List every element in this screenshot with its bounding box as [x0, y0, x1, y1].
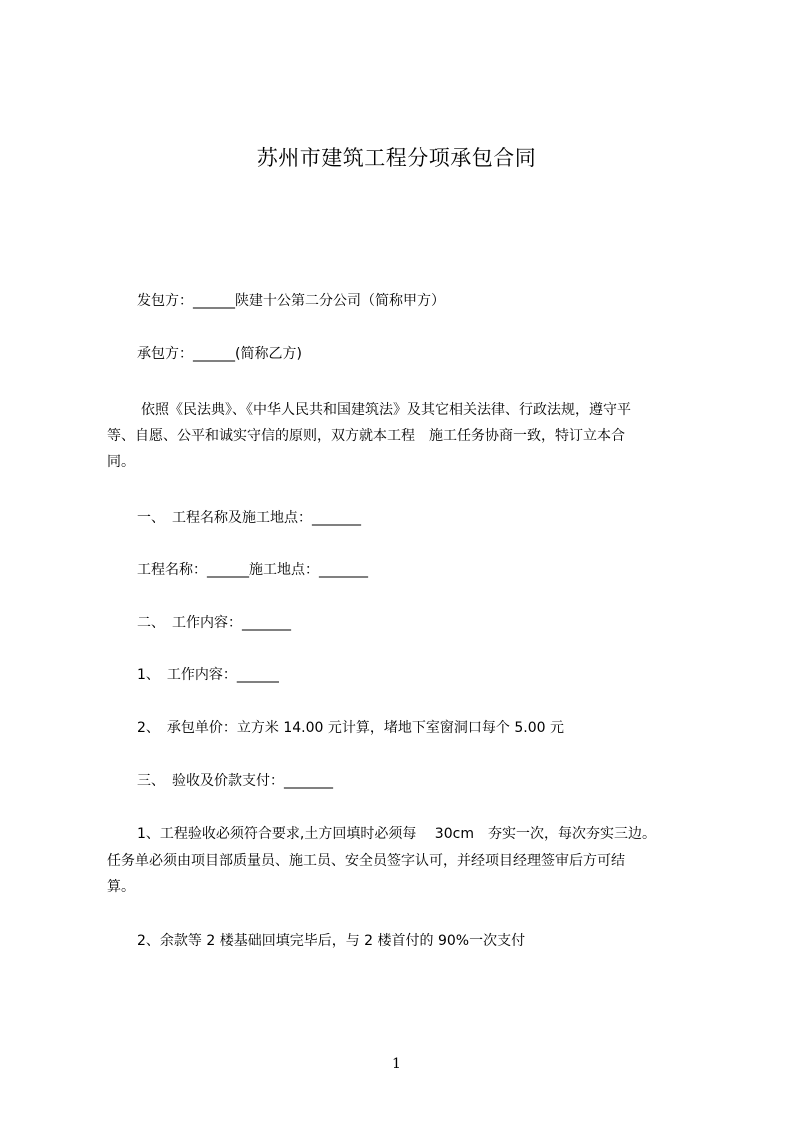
employer-line: 发包方：______陕建十公第二分公司（简称甲方） [137, 293, 445, 309]
section-2-heading: 二、 工作内容：_______ [137, 615, 291, 631]
section-3-item-2: 2、余款等 2 楼基础回填完毕后，与 2 楼首付的 90%一次支付 [137, 933, 526, 949]
section-3-item-1-line-2: 任务单必须由项目部质量员、施工员、安全员签字认可，并经项目经理签审后方可结 [107, 853, 625, 869]
contractor-line: 承包方：______(简称乙方) [137, 346, 302, 362]
preamble-line-2: 等、自愿、公平和诚实守信的原则，双方就本工程 施工任务协商一致，特订立本合 [107, 428, 625, 444]
section-1-detail: 工程名称：______施工地点：_______ [137, 562, 368, 578]
section-3-item-1-line-3: 算。 [107, 879, 135, 895]
document-title: 苏州市建筑工程分项承包合同 [256, 146, 537, 170]
preamble-line-3: 同。 [107, 454, 135, 470]
preamble-line-1: 依照《民法典》、《中华人民共和国建筑法》及其它相关法律、行政法规，遵守平 [141, 402, 631, 418]
section-3-heading: 三、 验收及价款支付：_______ [137, 773, 333, 789]
section-1-heading: 一、 工程名称及施工地点：_______ [137, 510, 361, 526]
page-number: 1 [392, 1056, 401, 1072]
section-2-item-2: 2、 承包单价：立方米 14.00 元计算，堵地下室窗洞口每个 5.00 元 [137, 720, 564, 736]
section-3-item-1-line-1: 1、工程验收必须符合要求,土方回填时必须每 30cm 夯实一次，每次夯实三边。 [137, 826, 656, 842]
section-2-item-1: 1、 工作内容：______ [137, 667, 279, 683]
